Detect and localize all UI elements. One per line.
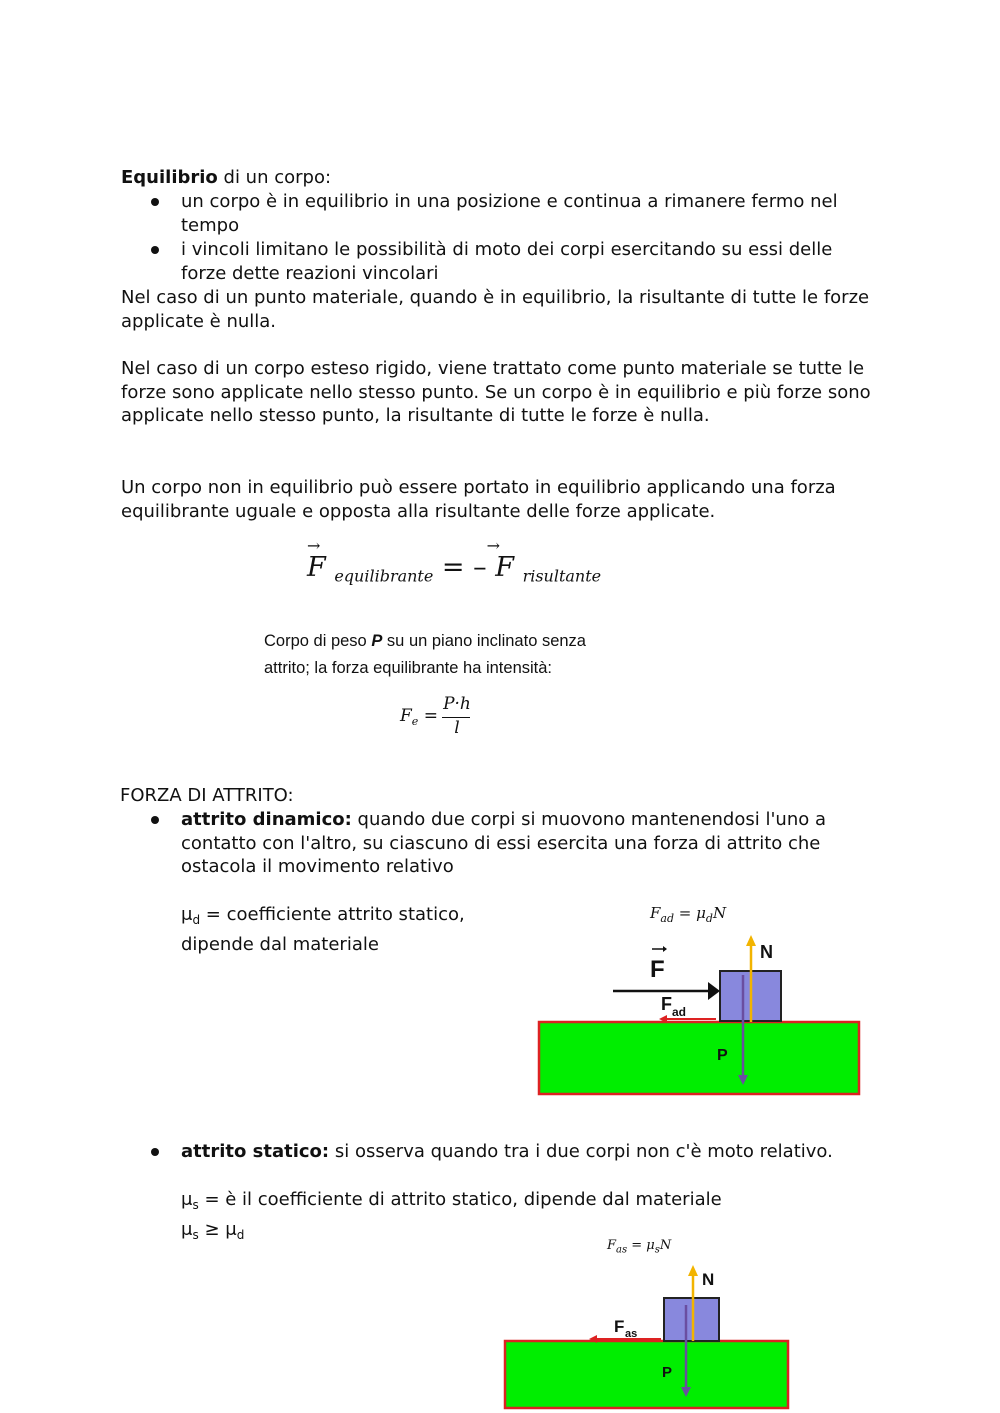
bullet-text: un corpo è in equilibrio in una posizione e continua a rimanere fermo nel tempo	[181, 191, 838, 236]
equilibrant-formula: → F $_{equilibrante}$ = – → F $_{risultante}$	[307, 536, 602, 586]
inclined-plane-text: Corpo di peso P su un piano inclinato senza attrito; la forza equilibrante ha intensità:	[264, 632, 586, 677]
static-friction-diagram	[500, 1260, 800, 1413]
label-fad-sub: ad	[672, 1005, 687, 1019]
label-f: F	[650, 956, 665, 983]
label-fas: F	[614, 1317, 625, 1336]
bullet-dot	[151, 246, 159, 254]
label-fas-sub: as	[625, 1328, 638, 1340]
label-p: P	[717, 1047, 728, 1064]
paragraph: Un corpo non in equilibrio può essere portato in equilibrio applicando una forza equilibrante uguale e opposta alla risultante delle forze applicate.	[121, 477, 836, 522]
label-n: N	[760, 942, 773, 962]
ground-rect	[539, 1022, 859, 1094]
paragraph: Nel caso di un corpo esteso rigido, viene trattato come punto materiale se tutte le forze sono applicate nello stesso punto. Se un corpo è in equilibrio e più forze sono applicate nello stesso punto, la risultante di tutte le forze è nulla.	[121, 358, 871, 426]
mu-s-definition: $\mu_s$ = è il coefficiente di attrito statico, dipende dal materiale $\mu_s \ge \mu_d$	[181, 1189, 722, 1242]
bullet-dot	[151, 816, 159, 824]
friction-heading: FORZA DI ATTRITO:	[120, 785, 294, 806]
vector-arrow: →	[486, 536, 501, 555]
bullet-dot	[151, 198, 159, 206]
label-fad: F	[661, 994, 672, 1014]
equilibrium-heading: Equilibrio di un corpo:	[121, 167, 332, 188]
vector-arrow: →	[307, 536, 321, 555]
label-p: P	[662, 1364, 673, 1381]
dynamic-friction-diagram	[530, 930, 870, 1100]
dynamic-friction-formula: $F_{ad} = \mu_dN$	[650, 904, 727, 925]
mu-d-definition: $\mu_d$ = coefficiente attrito statico, dipende dal materiale	[181, 904, 465, 955]
static-friction-text: attrito statico: si osserva quando tra i due corpi non c'è moto relativo.	[181, 1141, 833, 1162]
bullet-dot	[151, 1148, 159, 1156]
label-n: N	[702, 1270, 715, 1289]
bullet-text: i vincoli limitano le possibilità di moto dei corpi esercitando su essi delle forze dette reazioni vincolari	[181, 239, 833, 284]
paragraph: Nel caso di un punto materiale, quando è in equilibrio, la risultante di tutte le forze applicate è nulla.	[121, 287, 870, 332]
dynamic-friction-text: attrito dinamico: quando due corpi si muovono mantenendosi l'uno a contatto con l'altro, su ciascuno di essi esercita una forza di attrito che ostacola il movimento relativo	[181, 809, 826, 877]
static-friction-formula: $F_{as} = \mu_sN$	[607, 1238, 672, 1256]
block-rect	[664, 1298, 719, 1341]
ground-rect	[505, 1341, 788, 1408]
